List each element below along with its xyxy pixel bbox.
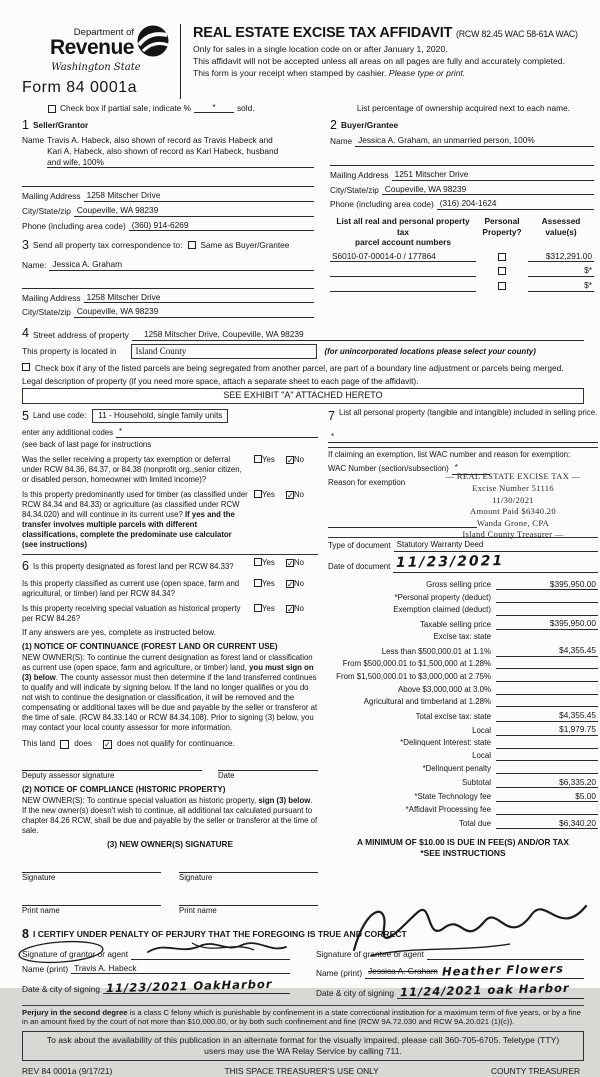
money-label: From $500,000.01 to $1,500,000 at 1.28% [342, 659, 491, 669]
assessed-value-field[interactable]: $* [528, 265, 594, 277]
money-label: *Delinquent Interest: state [400, 738, 491, 748]
assessed-value-field[interactable]: $* [528, 280, 594, 292]
grantor-print-label: Name (print) [22, 963, 69, 974]
segregated-checkbox[interactable] [22, 363, 30, 371]
state-technology-fee-field[interactable]: $5.00 [496, 791, 598, 803]
land-does-not-checkbox[interactable]: ✓ [104, 739, 111, 749]
parcel-row [330, 251, 594, 263]
seller-phone-field[interactable]: (360) 914-6269 [129, 220, 314, 232]
grantor-print-field[interactable]: Travis A. Habeck [71, 963, 290, 975]
same-as-buyer-label: Same as Buyer/Grantee [200, 239, 290, 250]
stamp-date: 11/30/2021 [492, 494, 534, 505]
grantee-print-handwritten: Heather Flowers [442, 961, 565, 979]
total-excise-state-field[interactable]: $4,355.45 [496, 710, 598, 722]
see-back-note: (see back of last page for instructions [22, 440, 152, 450]
question-forest-land: 6 Is this property designated as forest land per RCW 84.33? [22, 558, 234, 573]
stamp-title: — REAL ESTATE EXCISE TAX — [445, 471, 581, 482]
perjury-notice: Perjury in the second degree is a class C felony which is punishable by confinement in a state correctional institution for a maximum term of five years, or by a fine in an amount fixed by the court of not more than $10,000.00, or by both such confinement and fine (RCW 9A.72.030 and RCW 9A.20.021 (1)(c)). [22, 1005, 584, 1028]
tier4-tax-field[interactable] [496, 685, 598, 695]
footer-county-treasurer: COUNTY TREASURER [490, 1066, 580, 1077]
personal-property-list-field[interactable]: * [328, 432, 598, 443]
same-as-buyer-checkbox[interactable] [188, 241, 196, 249]
revenue-wordmark: Revenue [49, 35, 134, 59]
money-label: Exemption claimed (deduct) [393, 605, 491, 615]
does-label: does [74, 739, 92, 749]
historic-no-checkbox[interactable]: ✓ [287, 604, 294, 614]
personal-property-list-label: List all personal property (tangible and intangible) included in selling price. [338, 408, 598, 418]
personal-property-checkbox[interactable] [498, 267, 506, 275]
tier3-tax-field[interactable] [496, 673, 598, 683]
agricultural-tax-field[interactable] [496, 698, 598, 708]
deputy-assessor-date-label: Date [218, 770, 235, 780]
seller-name-field[interactable]: Travis A. Habeck, also shown of record as Travis Habeck and Kari A. Habeck, also shown of record as Kari Habeck, husband and wife, 100% [47, 135, 314, 168]
affidavit-processing-fee-field[interactable] [496, 806, 598, 816]
date-of-document-label: Date of document [328, 562, 391, 572]
money-label: Subtotal [462, 778, 491, 788]
money-label: Total due [458, 819, 491, 829]
assessed-value-field[interactable]: $312,291.00 [528, 251, 594, 263]
timber-no-checkbox[interactable]: ✓ [287, 491, 294, 501]
money-label: Agricultural and timberland at 1.28% [363, 697, 491, 707]
grantor-signature-label: Signature of grantor or agent [22, 949, 129, 960]
legal-description-label: Legal description of property (if you need more space, attach a separate sheet to each page of the affidavit). [22, 376, 419, 387]
form-number: Form 84 0001a [22, 79, 138, 97]
local-tax-field[interactable]: $1,979.75 [496, 724, 598, 736]
money-label: Above $3,000,000 at 3.0% [397, 684, 491, 694]
stamp-office: Island County Treasurer — [462, 529, 564, 540]
grantee-date-label: Date & city of signing [316, 987, 394, 998]
see-instructions-note: *SEE INSTRUCTIONS [420, 848, 506, 859]
personal-property-col-header: Personal Property? [482, 215, 522, 237]
notice-continuance-heading: (1) NOTICE OF CONTINUANCE (FOREST LAND OR CURRENT USE) [22, 642, 278, 652]
new-owners-signature-heading: (3) NEW OWNER(S) SIGNATURE [107, 839, 233, 849]
seller-mailing-field[interactable]: 1258 Mitscher Drive [84, 190, 314, 202]
notice-continuance-text: NEW OWNER(S): To continue the current designation as forest land or classification as current use (open space, farm and agriculture, or timber) land, you must sign on (3) below. The county assessor must then determine if the land transferred continues to qualify and will indicate by signing below. If the land no longer qualifies or you do not wish to continue the designation or classification, it will be removed and the compensating or additional taxes will be due and payable by the seller or transferor at the time of sale. (RCW 84.33.140 or RCW 84.34.108). Prior to signing (3) below, you may contact your local county assessor for more information. [22, 653, 318, 733]
buyer-name-label: Name [330, 136, 353, 147]
tier2-tax-field[interactable] [496, 660, 598, 670]
parcel-number-field[interactable]: S6010-07-00014-0 / 177864 [330, 251, 476, 263]
notice-compliance-text: NEW OWNER(S): To continue special valuation as historic property, sign (3) below. If the new owner(s) doesn't wish to continue, all additional tax calculated pursuant to chapter 84.26 RCW, shall be due and payable by the seller or transferor at the time of sale. [22, 795, 318, 835]
print-name-label: Print name [179, 906, 217, 916]
footer-treasurer-space: THIS SPACE TREASURER'S USE ONLY [224, 1066, 379, 1077]
agency-logo-block [22, 24, 180, 99]
money-label: Local [472, 751, 491, 761]
personal-property-deduct-field[interactable] [496, 593, 598, 603]
current-use-no-checkbox[interactable]: ✓ [287, 579, 294, 589]
money-label: *Delinquent penalty [422, 763, 491, 773]
tax-corr-extra-field[interactable] [22, 279, 314, 289]
ownership-note: List percentage of ownership acquired next to each name. [356, 102, 570, 113]
dor-swirl-logo-icon [136, 24, 170, 61]
seller-city-label: City/State/zip [22, 205, 71, 216]
buyer-name-field[interactable]: Jessica A. Graham, an unmarried person, 100% [355, 135, 594, 147]
this-land-label: This land [22, 739, 56, 749]
question-current-use: Is this property classified as current use (open space, farm and agricultural, or timber) land per RCW 84.34? [22, 578, 240, 598]
tax-corr-mailing-field[interactable]: 1258 Mitscher Drive [84, 292, 314, 304]
new-owner-print-field-1[interactable] [22, 895, 161, 906]
wac-number-label: WAC Number (section/subsection) [328, 464, 449, 474]
tax-corr-name-label: Name: [22, 260, 47, 271]
tier1-tax-field[interactable]: $4,355.45 [496, 645, 598, 657]
new-owner-print-field-2[interactable] [179, 895, 318, 906]
street-address-label: Street address of property [32, 330, 129, 341]
section1-heading: 1 Seller/Grantor [22, 118, 89, 133]
dept-of-label: Department of [73, 26, 134, 38]
county-note: (for unincorporated locations please select your county) [324, 346, 536, 356]
seller-city-field[interactable]: Coupeville, WA 98239 [74, 205, 314, 217]
buyer-city-label: City/State/zip [330, 184, 379, 195]
seller-mailing-label: Mailing Address [22, 191, 81, 202]
affidavit-form-page: Department of Revenue Washington State Form 84 0001a REAL ESTATE EXCISE TAX AFFIDAVIT (RCW 82.45 WAC 58-61A WAC) Only for sales in a single location code on or after January 1, 2020. This affidavit will not be accepted unless all areas on all pages are fully and accurately completed. This form is your receipt when stamped by cashier. Please type or print. Check box if partial sale, indicate % * sold. List percentage of ownership acquired next to each name. 1 Seller/Grantor Name Travis A. Habeck, also shown of record as Travis Habeck and Kari A. Habeck, also shown of record as Kari Habeck, husband and wife, 100% Mailing Address 1258 Mitscher Drive City/State/zip Coupeville, WA 98239 Phone (including area code) (360) 914-6269 3 Send all property tax correspondence to: Same as Buyer/Grantee Name: Jessica A. Graham Mailing Address 1258 Mitscher Drive City/State/zip Coupeville, WA 98239 2 Buyer/Grantee Name Jessica A. Graham, an unmarried person, 100% Mailing Address 1251 Mitscher Drive City/State/zip Coupeville, WA 98239 Phone (including area code) (316) 204-1624 List all real and personal property tax parcel account numbers Personal Property? Assessed value(s) S6010-07-00014-0 / 177864 $312,291.00 $* $* 4 Street address of property 1258 Mitscher Drive, Coupeville, WA 98239 This property is located in Island County (for unincorporated locations please select your county) Check box if any of the listed parcels are being segregated from another parcel, are part of a boundary line adjustment or parcels being merged. Legal description of property (if you need more space, attach a separate sheet to each page of the affidavit). SEE EXHIBIT "A" ATTACHED HERETO 5 Land use code: 11 - Household, single family units enter any additional codes * (see back of last page for instructions Was the seller receiving a property tax exemption or deferral under RCW 84.36, 84.37, or 84.38 (nonprofit org.,senior citizen, or disabled person, homeowner with limited income)? Yes ✓No Is this property predominantly used for timber (as classified under RCW 84.34 and 84.33) or agriculture (as classified under RCW 84.34.020) and will continue in its current use? If yes and the transfer involves multiple parcels with different classifications, complete the predominate use calculator (see instructions) Yes ✓No 6 Is this property designated as forest land per RCW 84.33? Yes ✓No Is this property classified as current use (open space, farm and agricultural, or timber) land per RCW 84.34? Yes ✓No Is this property receiving special valuation as historical property per RCW 84.26? Yes ✓No If any answers are yes, complete as instructed below. (1) NOTICE OF CONTINUANCE (FOREST LAND OR CURRENT USE) NEW OWNER(S): To continue the current designation as forest land or classification as current use (open space, farm and agriculture, or timber) land, you must sign on (3) below. The county assessor must then determine if the land transferred continues to qualify and will indicate by signing below. If the land no longer qualifies or you do not wish to continue the designation or classification, it will be removed and the compensating or additional taxes will be due and payable by the seller or transferor at the time of sale. (RCW 84.33.140 or RCW 84.34.108). Prior to signing (3) below, you may contact your local county assessor for more information. This land does ✓ does not qualify for continuance. Deputy assessor signature Date (2) NOTICE OF COMPLIANCE (HISTORIC PROPERTY) NEW OWNER(S): To continue special valuation as historic property, sign (3) below. If the new owner(s) doesn't wish to continue, all additional tax calculated pursuant to chapter 84.26 RCW, shall be due and payable by the seller or transferor at the time of sale. (3) NEW OWNER(S) SIGNATURE Signature Signature Print name Print name 7 List all personal property (tangible and intangible) included in selling price. * If claiming an exemption, list WAC number and reason for exemption: WAC Number (section/subsection) * Reason for exemption — REAL ESTATE EXCISE TAX — Excise Number 51116 11/30/2021 Amount Paid $6340.20 Wanda Grone, CPA Island County Treasurer — Type of document Statutory Warranty Deed Date of document 11/23/2021 Gross selling price $395,950.00 *Personal property (deduct) Exemption claimed (deduct) Taxable selling price $395,950.00 Excise tax: state Less than $500,000.01 at 1.1% $4,355.45 From $500,000.01 to $1,500,000 at 1.28% From $1,500,000.01 to $3,000,000 at 2.75% Above $3,000,000 at 3.0% Agricultural and timberland at 1.28% Total excise tax: state $4,355.45 Local $1,979.75 *Delinquent Interest: state Local *Delinquent penalty Subtotal $6,335.20 *State Technology fee $5.00 *Affidavit Processing fee Total due $6,340.20 A MINIMUM OF $10.00 IS DUE IN FEE(S) AND/OR TAX *SEE INSTRUCTIONS 8 I CERTIFY UNDER PENALTY OF PERJURY THAT THE FOREGOING IS TRUE AND CORRECT Signature of grantor or agent Name (print) Travis A. Habeck Date & city of signing 11/23/2021 OakHarbor Signature of grantee or agent Name (print) Jessica A. Graham Heather Flowers Date & city of signing 11/24/2021 oak Harbor Perjury in the second degree is a class C felony which is punishable by confinement in a state correctional institution for a maximum term of five years, or by a fine in an amount fixed by the court of not more than $10,000.00, or by both such confinement and fine (RCW 9A.72.030 and RCW 9A.20.021 (1)(c)). To ask about the availability of this publication in an alternate format for the visually impaired, please call 360-705-6705. Teletype (TTY) users may use the WA Relay Service by calling 711. REV 84 0001a (9/17/21) THIS SPACE TREASURER'S USE ONLY COUNTY TREASURER [0, 0, 600, 988]
exemption-intro: If claiming an exemption, list WAC number and reason for exemption: [328, 450, 571, 460]
grantee-signature-field[interactable] [427, 950, 584, 960]
subtotal-field[interactable]: $6,335.20 [496, 777, 598, 789]
personal-property-checkbox[interactable] [498, 253, 506, 261]
parcel-table [330, 216, 594, 292]
stamp-signer: Wanda Grone, CPA [476, 517, 550, 528]
question-exemption-deferral: Was the seller receiving a property tax exemption or deferral under RCW 84.36, 84.37, or 84.38 (nonprofit org.,senior citizen, or disabled person, homeowner with limited income)? [22, 455, 242, 485]
total-due-field[interactable]: $6,340.20 [496, 818, 598, 830]
grantee-signature-label: Signature of grantee or agent [316, 949, 424, 960]
legal-description-field[interactable]: SEE EXHIBIT "A" ATTACHED HERETO [22, 388, 584, 405]
section7-number: 7 [328, 409, 335, 424]
grantor-date-label: Date & city of signing [22, 983, 100, 994]
subtitle-2: This affidavit will not be accepted unless all areas on all pages are fully and accurately completed. [193, 55, 565, 66]
assessed-value-col-header: Assessed value(s) [541, 215, 581, 237]
money-label: *State Technology fee [414, 792, 491, 802]
stamp-excise-number: Excise Number 51116 [472, 483, 554, 494]
deputy-assessor-signature-field[interactable] [22, 760, 202, 771]
wac-number-field[interactable]: * [452, 463, 490, 474]
seller-phone-label: Phone (including area code) [22, 220, 126, 231]
if-any-yes-note: If any answers are yes, complete as instructed below. [22, 627, 216, 637]
partial-sale-sold-label: sold. [236, 102, 255, 113]
parcel-row [330, 280, 594, 292]
buyer-mailing-field[interactable]: 1251 Mitscher Drive [392, 169, 594, 181]
land-use-label: Land use code: [32, 411, 87, 421]
money-label: *Personal property (deduct) [394, 592, 491, 602]
section5-number: 5 [22, 409, 29, 424]
current-use-yes-checkbox[interactable] [254, 579, 262, 587]
excise-tax-state-spacer [496, 633, 598, 643]
print-name-label: Print name [22, 906, 60, 916]
timber-yes-checkbox[interactable] [254, 490, 262, 498]
grantee-date-field[interactable]: 11/24/2021 oak Harbor [397, 983, 584, 999]
money-label: Taxable selling price [419, 619, 491, 629]
does-not-label: does not qualify for continuance. [117, 739, 235, 749]
forest-yes-checkbox[interactable] [254, 558, 262, 566]
section3-heading: 3 Send all property tax correspondence to: Same as Buyer/Grantee [22, 238, 290, 253]
county-select[interactable]: Island County [131, 344, 317, 360]
tax-corr-city-label: City/State/zip [22, 307, 71, 318]
deputy-assessor-signature-label: Deputy assessor signature [22, 770, 115, 780]
accessibility-notice: To ask about the availability of this publication in an alternate format for the visually impaired, please call 360-705-6705. Teletype (TTY) users may use the WA Relay Service by calling 711. [22, 1031, 584, 1061]
new-owner-signature-field-2[interactable] [179, 862, 318, 873]
forest-no-checkbox[interactable]: ✓ [287, 558, 294, 568]
notice-compliance-heading: (2) NOTICE OF COMPLIANCE (HISTORIC PROPERTY) [22, 784, 226, 794]
delinquent-interest-state-field[interactable] [496, 739, 598, 749]
form-title: REAL ESTATE EXCISE TAX AFFIDAVIT (RCW 82.45 WAC 58-61A WAC) [193, 25, 578, 41]
taxable-selling-price-field[interactable]: $395,950.00 [496, 618, 598, 630]
seller-name-extra-field[interactable] [22, 177, 314, 187]
exemption-no-checkbox[interactable]: ✓ [287, 456, 294, 466]
signature-label: Signature [179, 873, 213, 883]
subtitle-3: This form is your receipt when stamped by cashier. Please type or print. [193, 67, 466, 78]
date-of-document-field[interactable]: 11/23/2021 [393, 554, 598, 573]
delinquent-interest-local-field[interactable] [496, 752, 598, 762]
exemption-yes-checkbox[interactable] [254, 455, 262, 463]
land-use-code-field[interactable]: 11 - Household, single family units [92, 409, 228, 424]
money-label: Local [472, 725, 491, 735]
signature-label: Signature [22, 873, 56, 883]
treasurer-stamp [428, 471, 598, 541]
located-in-label: This property is located in [22, 346, 117, 357]
money-label: *Affidavit Processing fee [405, 805, 491, 814]
new-owner-signature-field-1[interactable] [22, 862, 161, 873]
land-does-checkbox[interactable] [60, 740, 69, 749]
question-historic-property: Is this property receiving special valuation as historical property per RCW 84.26? [22, 603, 241, 623]
section4-number: 4 [22, 325, 29, 340]
type-of-document-label: Type of document [328, 541, 391, 551]
partial-sale-label: Check box if partial sale, indicate % [60, 102, 191, 113]
parcel-number-field[interactable] [330, 267, 476, 277]
additional-codes-label: enter any additional codes [22, 428, 114, 438]
grantor-signature-field[interactable] [131, 950, 290, 960]
grantee-print-label: Name (print) [316, 967, 363, 978]
subtitle-1: Only for sales in a single location code on or after January 1, 2020. [193, 43, 448, 54]
grantor-date-field[interactable]: 11/23/2021 OakHarbor [103, 979, 290, 995]
section2-heading: 2 Buyer/Grantee [330, 118, 399, 133]
historic-yes-checkbox[interactable] [254, 604, 262, 612]
personal-property-checkbox[interactable] [498, 282, 506, 290]
exemption-claimed-field[interactable] [496, 606, 598, 616]
footer-rev-number: REV 84 0001a (9/17/21) [22, 1066, 113, 1077]
delinquent-penalty-field[interactable] [496, 765, 598, 775]
partial-sale-percent-field[interactable]: * [194, 102, 234, 114]
street-address-field[interactable]: 1258 Mitscher Drive, Coupeville, WA 98239 [132, 329, 584, 341]
form-header [22, 24, 584, 99]
buyer-name-extra-field[interactable] [330, 156, 594, 166]
tax-corr-name-field[interactable]: Jessica A. Graham [49, 259, 314, 271]
form-title-rcw: (RCW 82.45 WAC 58-61A WAC) [456, 29, 578, 39]
deputy-assessor-date-field[interactable] [218, 760, 318, 771]
gross-selling-price-field[interactable]: $395,950.00 [496, 579, 598, 591]
tax-corr-city-field[interactable]: Coupeville, WA 98239 [74, 306, 314, 318]
stamp-amount-paid: Amount Paid $6340.20 [470, 506, 556, 517]
money-label: Total excise tax: state [415, 711, 491, 721]
additional-codes-field[interactable]: * [116, 427, 318, 438]
buyer-mailing-label: Mailing Address [330, 170, 389, 181]
excise-tax-state-label: Excise tax: state [433, 632, 491, 642]
buyer-phone-field[interactable]: (316) 204-1624 [437, 198, 594, 210]
tax-corr-mailing-label: Mailing Address [22, 292, 81, 303]
type-of-document-field[interactable]: Statutory Warranty Deed [394, 540, 598, 551]
money-label: Gross selling price [426, 580, 491, 590]
partial-sale-checkbox[interactable] [48, 105, 56, 113]
question-timber-agriculture: Is this property predominantly used for timber (as classified under RCW 84.34 and 84.33) or agriculture (as classified under RCW 84.34.020) and will continue in its current use? If yes and the transfer involves multiple parcels with different classifications, complete the predominate use calculator (see instructions) [22, 490, 248, 549]
grantee-print-field[interactable]: Jessica A. Graham Heather Flowers [365, 963, 584, 979]
buyer-phone-label: Phone (including area code) [330, 199, 434, 210]
reason-exemption-label: Reason for exemption [328, 477, 406, 487]
minimum-fee-note: A MINIMUM OF $10.00 IS DUE IN FEE(S) AND/OR TAX [357, 837, 569, 848]
segregated-label: Check box if any of the listed parcels are being segregated from another parcel, are part of a boundary line adjustment or parcels being merged. [35, 363, 564, 374]
money-label: From $1,500,000.01 to $3,000,000 at 2.75% [336, 671, 491, 681]
money-label: Less than $500,000.01 at 1.1% [381, 646, 491, 656]
buyer-city-field[interactable]: Coupeville, WA 98239 [382, 184, 594, 196]
parcel-number-field[interactable] [330, 282, 476, 292]
washington-state-label: Washington State [51, 61, 141, 73]
parcel-row [330, 265, 594, 277]
seller-name-label: Name [22, 135, 45, 146]
certify-statement: 8 I CERTIFY UNDER PENALTY OF PERJURY THAT THE FOREGOING IS TRUE AND CORRECT [22, 927, 407, 942]
parcel-col-header: List all real and personal property tax parcel account numbers [336, 215, 470, 248]
